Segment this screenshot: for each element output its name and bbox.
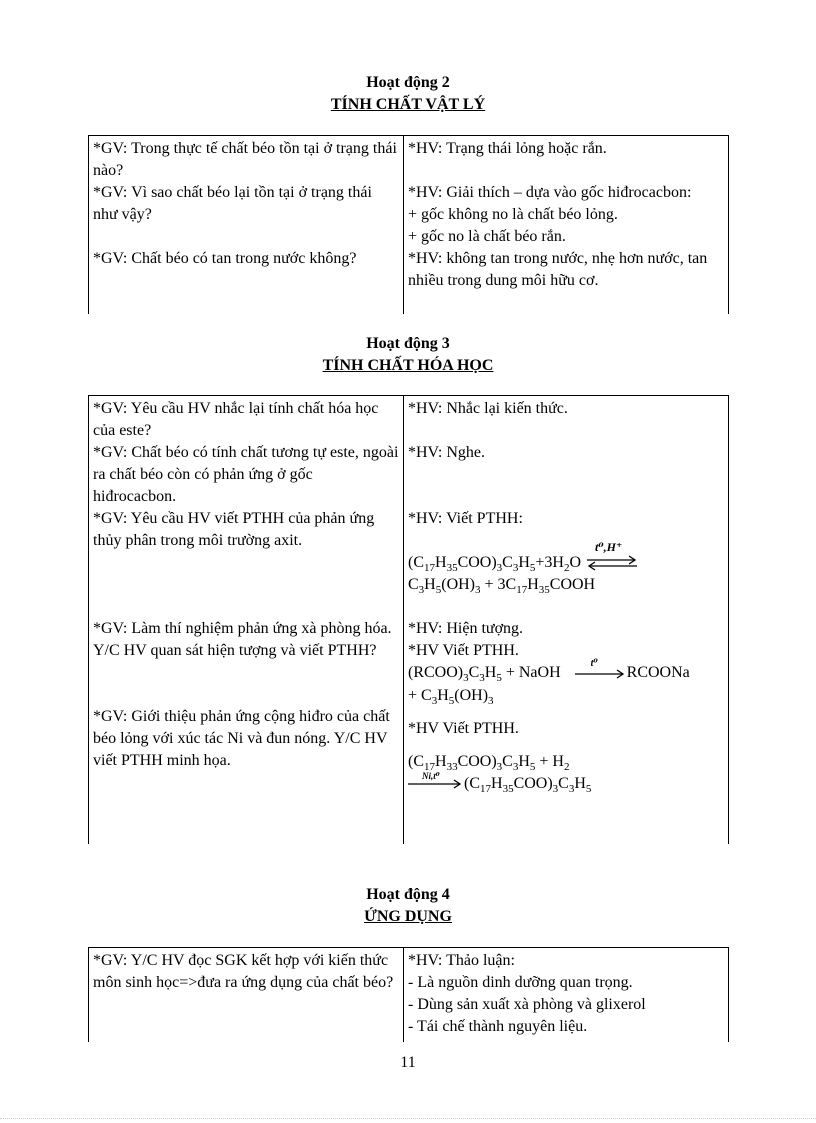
table-cell-right	[404, 948, 729, 1042]
equation-hydrolysis: $(C_{17}H_{35}COO)_3C_3H_5+3H_2O$ t⁰,H⁺	[408, 552, 724, 574]
list-item: - Dùng sản xuất xà phòng và glixerol	[408, 996, 646, 1013]
list-item: *HV Viết PTHH.	[408, 642, 519, 660]
condition-label: t⁰,H⁺	[595, 540, 623, 555]
list-item: + gốc no là chất béo rắn.	[408, 228, 566, 245]
list-item: *HV: Nhắc lại kiến thức.	[408, 400, 568, 417]
arrow-icon	[408, 770, 464, 795]
list-item: *HV: Giải thích – dựa vào gốc hiđrocacbon:	[408, 184, 692, 201]
list-item: *GV: Trong thực tế chất béo tồn tại ở trạng thái nào?	[93, 140, 397, 179]
list-item: *GV: Chất béo có tan trong nước không?	[93, 250, 357, 267]
section2-subtitle: TÍNH CHẤT VẬT LÝ	[330, 96, 486, 113]
reversible-arrow-icon	[585, 540, 639, 574]
table-chemical-properties	[88, 395, 729, 844]
list-item: *HV Viết PTHH.	[408, 719, 519, 737]
condition-label: Ni,t⁰	[422, 770, 440, 781]
equation-hydrogenation-product: Ni,t⁰ $(C_{17}H_{35}COO)_3C_3H_5$	[408, 773, 724, 795]
section4-heading	[0, 884, 816, 928]
table-cell-left	[89, 136, 404, 314]
section2-heading	[0, 72, 816, 116]
table-physical-properties	[88, 135, 729, 314]
list-item: *GV: Yêu cầu HV nhắc lại tính chất hóa học của este?	[93, 400, 379, 439]
arrow-icon	[575, 657, 627, 685]
table-cell-right	[404, 396, 729, 844]
list-item: *HV: Viết PTHH:	[408, 510, 523, 527]
list-item: *HV: Trạng thái lỏng hoặc rắn.	[408, 140, 607, 157]
table-applications	[88, 947, 729, 1042]
list-item: *GV: Chất béo có tính chất tương tự este, ngoài ra chất béo còn có phản ứng ở gốc hiđrocacbon.	[93, 444, 399, 505]
condition-label: t⁰	[590, 657, 598, 669]
list-item: *GV: Giới thiệu phản ứng cộng hiđro của chất béo lỏng với xúc tác Ni và đun nóng. Y/C HV viết PTHH minh họa.	[93, 708, 390, 769]
product-label: RCOONa	[626, 664, 690, 682]
list-item: + gốc không no là chất béo lỏng.	[408, 206, 618, 223]
list-item: *GV: Làm thí nghiệm phản ứng xà phòng hóa. Y/C HV quan sát hiện tượng và viết PTHH?	[93, 620, 392, 659]
table-cell-right	[404, 136, 729, 314]
list-item: *HV: Hiện tượng.	[408, 620, 524, 638]
section3-heading	[0, 333, 816, 377]
section4-title: Hoạt động 4	[366, 886, 450, 903]
list-item: *HV: không tan trong nước, nhẹ hơn nước, tan nhiều trong dung môi hữu cơ.	[408, 250, 708, 289]
list-item: *HV: Nghe.	[408, 444, 486, 461]
list-item: *GV: Yêu cầu HV viết PTHH của phản ứng thủy phân trong môi trường axit.	[93, 510, 375, 549]
page-bottom-divider	[0, 1118, 816, 1119]
equation-hydrolysis-products: $C_3H_5(OH)_3$ + $3C_{17}H_{35}COOH$	[408, 576, 596, 597]
list-item: - Là nguồn dinh dưỡng quan trọng.	[408, 974, 633, 991]
page-number: 11	[400, 1054, 416, 1071]
table-cell-left	[89, 948, 404, 1042]
list-item: *HV: Thảo luận:	[408, 952, 515, 969]
list-item: *GV: Y/C HV đọc SGK kết hợp với kiến thức môn sinh học=>đưa ra ứng dụng của chất béo?	[93, 952, 394, 991]
section3-title: Hoạt động 3	[366, 335, 450, 352]
section2-title: Hoạt động 2	[366, 74, 450, 91]
table-cell-left	[89, 396, 404, 844]
list-item: - Tái chế thành nguyên liệu.	[408, 1018, 588, 1035]
section4-subtitle: ỨNG DỤNG	[364, 908, 452, 925]
equation-saponification-products: + $C_3H_5(OH)_3$	[408, 686, 494, 707]
section3-subtitle: TÍNH CHẤT HÓA HỌC	[322, 357, 494, 374]
list-item: *GV: Vì sao chất béo lại tồn tại ở trạng thái như vậy?	[93, 184, 372, 223]
equation-hydrogenation: $(C_{17}H_{33}COO)_3C_3H_5 + H_2$	[408, 752, 570, 773]
equation-saponification: $(RCOO)_3C_3H_5$ + NaOH t⁰ RCOONa	[408, 662, 724, 684]
